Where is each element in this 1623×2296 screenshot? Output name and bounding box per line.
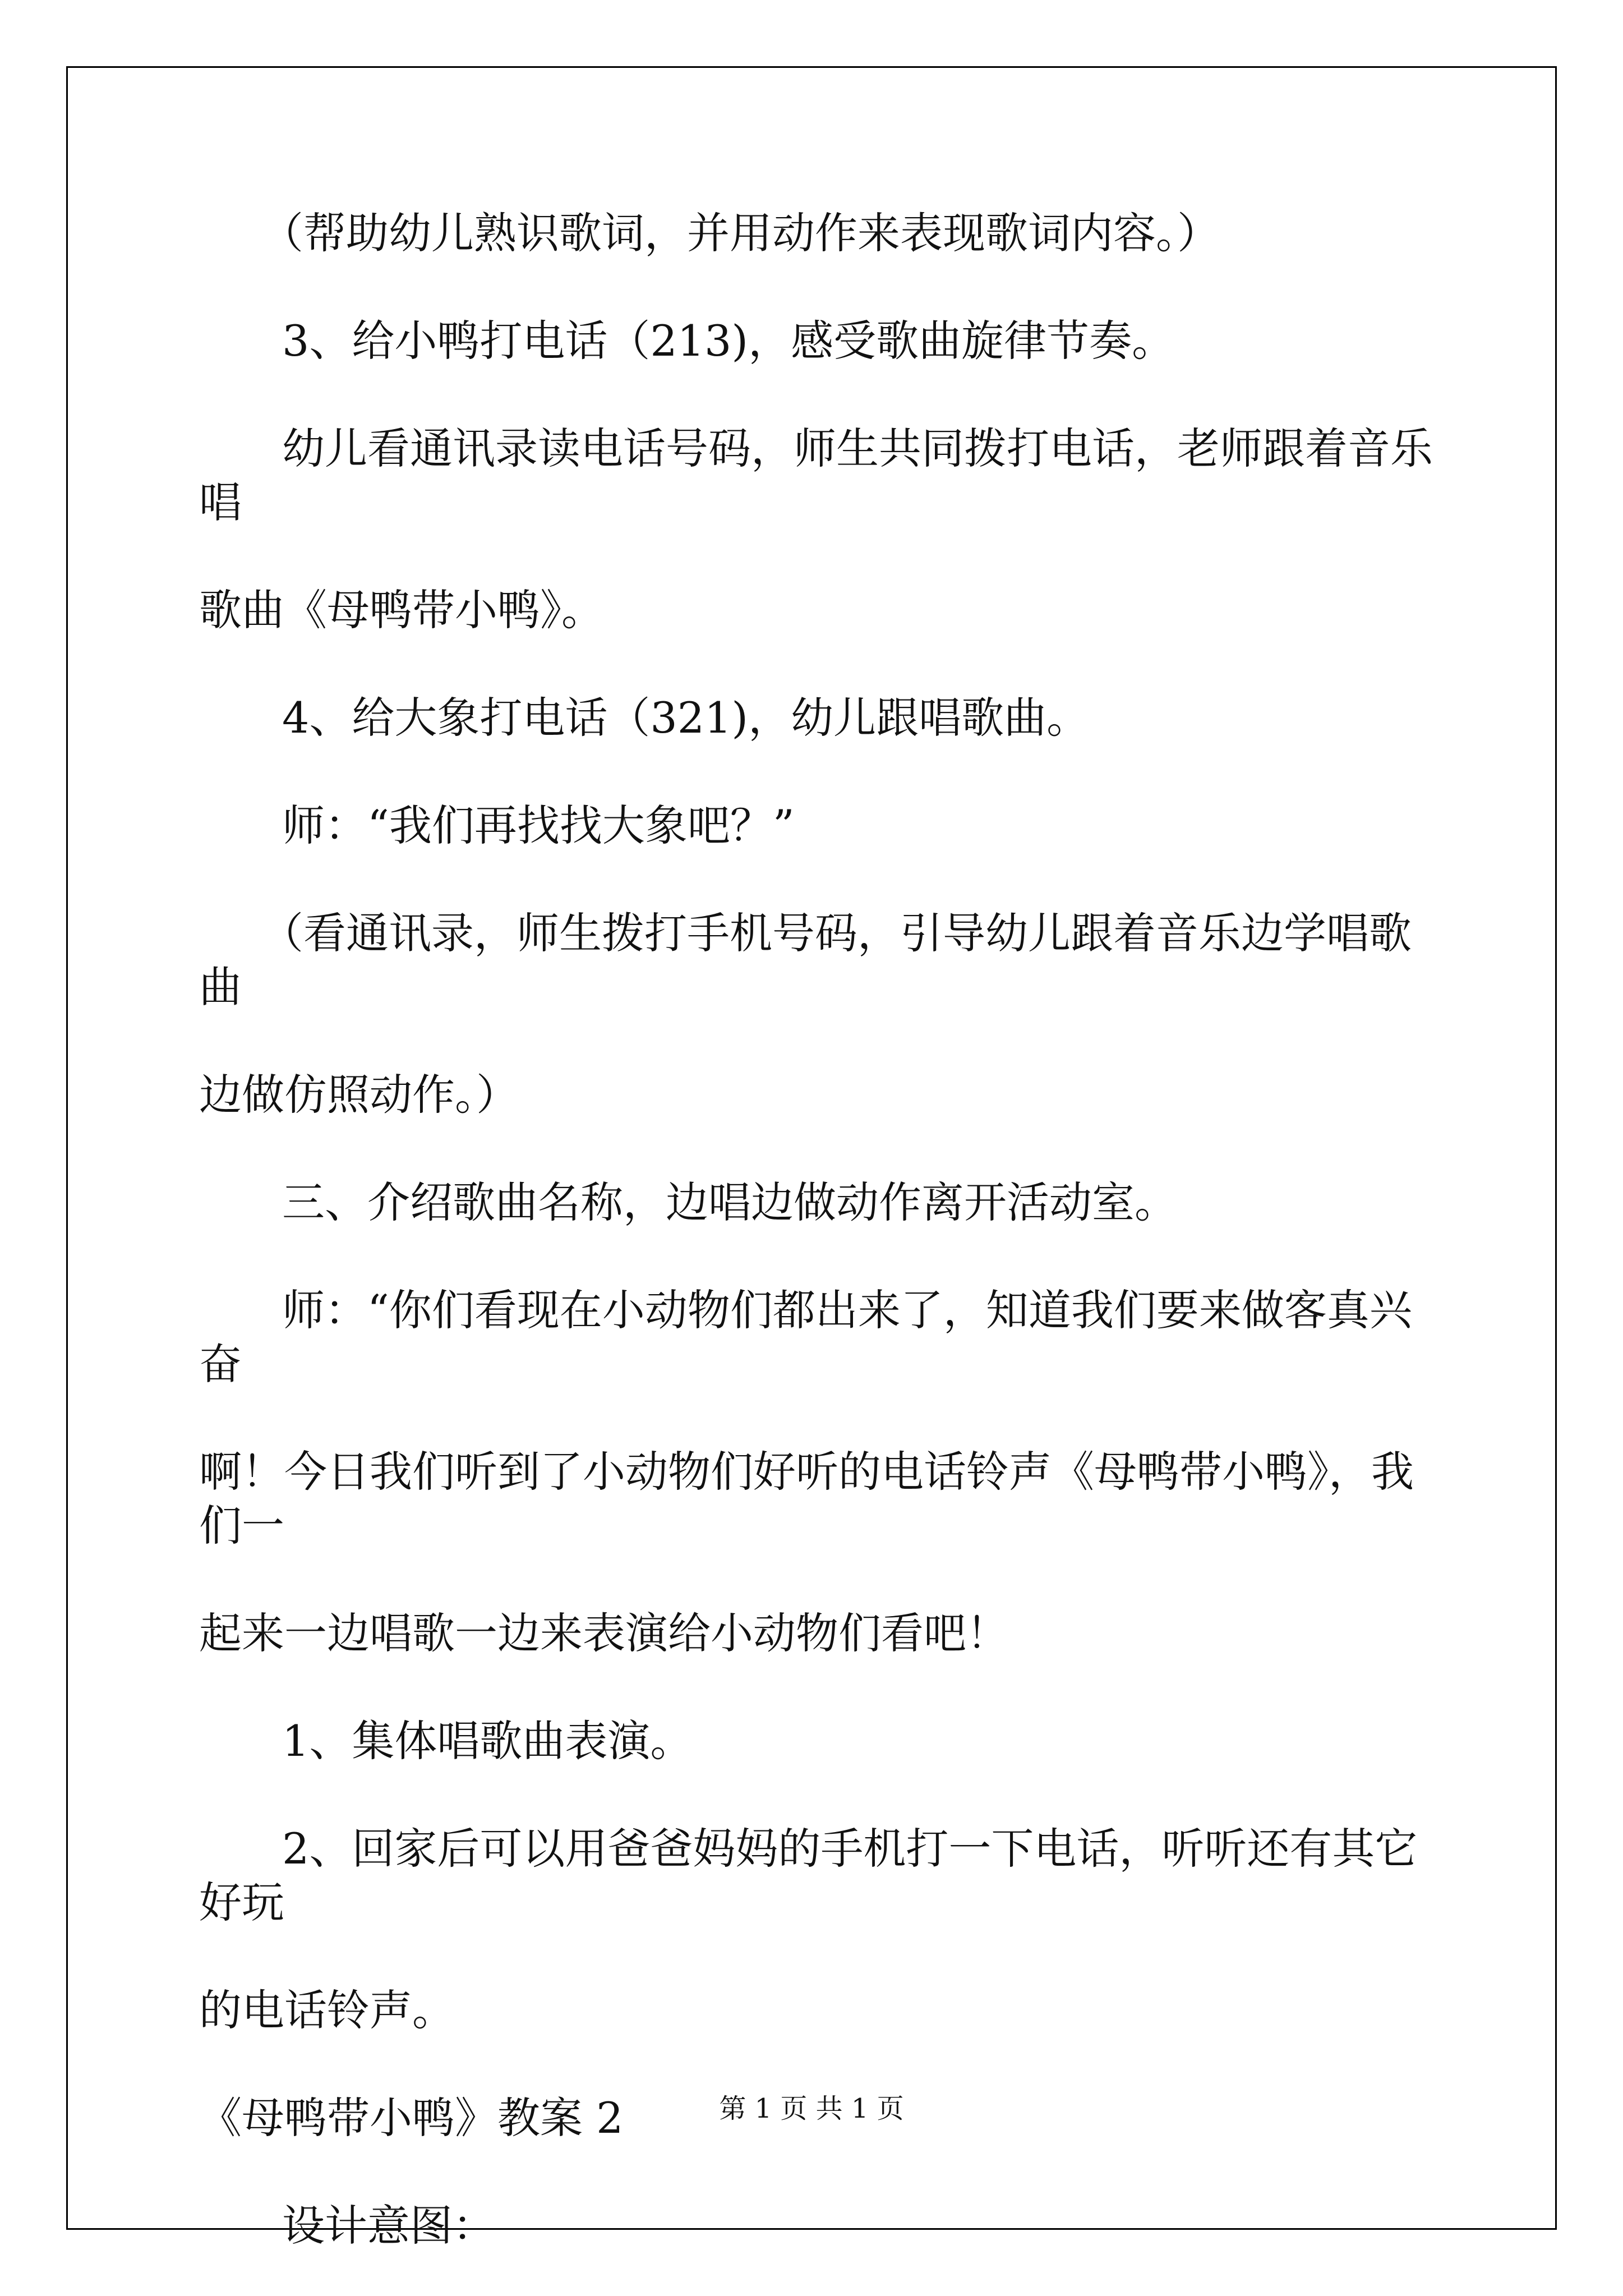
paragraph-5: 师：“我们再找找大象吧？” bbox=[282, 800, 795, 850]
paragraph-6-line-1: （看通讯录，师生拨打手机号码，引导幼儿跟着音乐边学唱歌曲 bbox=[199, 908, 1412, 1012]
document-body bbox=[199, 206, 1433, 2253]
paragraph-3-line-2: 歌曲《母鸭带小鸭》。 bbox=[199, 585, 604, 635]
paragraph-1: （帮助幼儿熟识歌词，并用动作来表现歌词内容。） bbox=[261, 208, 1220, 258]
paragraph-9: 1、集体唱歌曲表演。 bbox=[282, 1716, 693, 1766]
paragraph-6-line-2: 边做仿照动作。） bbox=[199, 1070, 519, 1120]
paragraph-2: 3、给小鸭打电话（213)，感受歌曲旋律节奏。 bbox=[282, 316, 1175, 366]
paragraph-7: 三、介绍歌曲名称，边唱边做动作离开活动室。 bbox=[282, 1177, 1177, 1227]
paragraph-10-line-2: 的电话铃声。 bbox=[199, 1985, 455, 2035]
paragraph-12: 设计意图： bbox=[282, 2201, 495, 2251]
paragraph-10-line-1: 2、回家后可以用爸爸妈妈的手机打一下电话，听听还有其它好玩 bbox=[199, 1824, 1418, 1927]
paragraph-3-line-1: 幼儿看通讯录读电话号码，师生共同拨打电话，老师跟着音乐唱 bbox=[199, 424, 1433, 527]
paragraph-8-line-1: 师：“你们看现在小动物们都出来了，知道我们要来做客真兴奋 bbox=[199, 1285, 1412, 1389]
page-footer: 第 1 页 共 1 页 bbox=[719, 2093, 904, 2124]
section-heading: 《母鸭带小鸭》教案 2 bbox=[199, 2093, 624, 2143]
paragraph-8-line-3: 起来一边唱歌一边来表演给小动物们看吧！ bbox=[199, 1608, 1009, 1658]
paragraph-4: 4、给大象打电话（321)，幼儿跟唱歌曲。 bbox=[282, 693, 1090, 743]
paragraph-8-line-2: 啊！今日我们听到了小动物们好听的电话铃声《母鸭带小鸭》，我们一 bbox=[199, 1447, 1414, 1550]
